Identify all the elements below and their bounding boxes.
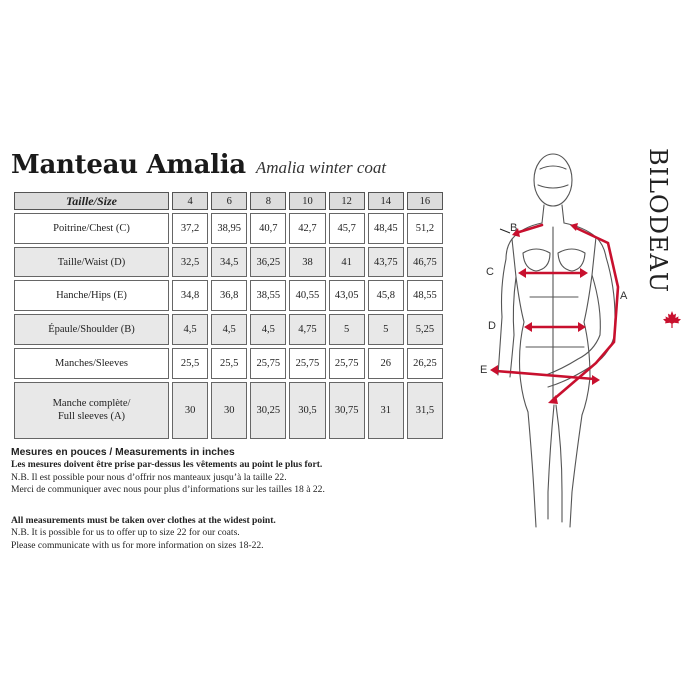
row-label bbox=[14, 382, 169, 439]
table-cell: 48,45 bbox=[368, 213, 404, 244]
table-cell: 48,55 bbox=[407, 280, 443, 311]
label-d: D bbox=[488, 320, 496, 332]
table-cell: 4,5 bbox=[250, 314, 286, 345]
row-label: Taille/Waist (D) bbox=[14, 247, 169, 278]
table-cell: 45,8 bbox=[368, 280, 404, 311]
page-title bbox=[11, 150, 386, 180]
row-label: Hanche/Hips (E) bbox=[14, 280, 169, 311]
note-fr-line: N.B. Il est possible pour nous d’offrir nos manteaux jusqu’à la taille 22. bbox=[11, 471, 287, 483]
table-cell: 36,25 bbox=[250, 247, 286, 278]
table-cell: 30 bbox=[211, 382, 247, 439]
header-size-label: Taille/Size bbox=[14, 192, 169, 210]
label-c: C bbox=[486, 266, 494, 278]
table-cell: 5 bbox=[368, 314, 404, 345]
note-fr-line: Merci de communiquer avec nous pour plus d’informations sur les tailles 18 à 22. bbox=[11, 483, 325, 495]
table-row-sleeves bbox=[14, 348, 443, 379]
table-cell: 26 bbox=[368, 348, 404, 379]
table-row-hips bbox=[14, 280, 443, 311]
table-row-chest bbox=[14, 213, 443, 244]
table-cell: 41 bbox=[329, 247, 365, 278]
table-cell: 42,7 bbox=[289, 213, 325, 244]
table-cell: 38 bbox=[289, 247, 325, 278]
header-size: 12 bbox=[329, 192, 365, 210]
table-cell: 26,25 bbox=[407, 348, 443, 379]
table-cell: 25,5 bbox=[211, 348, 247, 379]
table-cell: 5,25 bbox=[407, 314, 443, 345]
head-outline bbox=[534, 154, 572, 206]
table-cell: 25,75 bbox=[250, 348, 286, 379]
measurements-heading: Mesures en pouces / Measurements in inches bbox=[11, 447, 235, 458]
table-row-waist bbox=[14, 247, 443, 278]
header-size: 8 bbox=[250, 192, 286, 210]
shoulder-arrow bbox=[516, 225, 542, 233]
table-cell: 40,55 bbox=[289, 280, 325, 311]
table-cell: 30,25 bbox=[250, 382, 286, 439]
table-cell: 31,5 bbox=[407, 382, 443, 439]
size-chart-table bbox=[11, 189, 446, 442]
row-label-line: Full sleeves (A) bbox=[57, 411, 126, 423]
table-row-full-sleeves bbox=[14, 382, 443, 439]
table-header-row bbox=[14, 192, 443, 210]
note-en-bold: All measurements must be taken over clothes at the widest point. bbox=[11, 515, 276, 526]
notes-english bbox=[11, 515, 276, 552]
table-cell: 25,75 bbox=[289, 348, 325, 379]
brand-name: BILODEAU bbox=[644, 148, 672, 294]
table-cell: 51,2 bbox=[407, 213, 443, 244]
header-size: 4 bbox=[172, 192, 208, 210]
title-subtitle: Amalia winter coat bbox=[255, 158, 387, 177]
table-cell: 34,5 bbox=[211, 247, 247, 278]
maple-leaf-icon bbox=[662, 311, 682, 329]
table-cell: 46,75 bbox=[407, 247, 443, 278]
table-cell: 5 bbox=[329, 314, 365, 345]
row-label: Épaule/Shoulder (B) bbox=[14, 314, 169, 345]
row-label: Poitrine/Chest (C) bbox=[14, 213, 169, 244]
header-size: 16 bbox=[407, 192, 443, 210]
table-cell: 30,5 bbox=[289, 382, 325, 439]
table-cell: 31 bbox=[368, 382, 404, 439]
table-cell: 25,75 bbox=[329, 348, 365, 379]
table-cell: 30,75 bbox=[329, 382, 365, 439]
label-a: A bbox=[620, 290, 628, 302]
notes-french bbox=[11, 447, 325, 496]
table-cell: 4,5 bbox=[211, 314, 247, 345]
table-cell: 4,5 bbox=[172, 314, 208, 345]
header-size: 6 bbox=[211, 192, 247, 210]
table-cell: 34,8 bbox=[172, 280, 208, 311]
table-cell: 43,75 bbox=[368, 247, 404, 278]
table-row-shoulder bbox=[14, 314, 443, 345]
row-label: Manches/Sleeves bbox=[14, 348, 169, 379]
label-e: E bbox=[480, 364, 488, 376]
table-cell: 32,5 bbox=[172, 247, 208, 278]
table-cell: 4,75 bbox=[289, 314, 325, 345]
note-fr-bold: Les mesures doivent être prise par-dessus les vêtements au point le plus fort. bbox=[11, 459, 323, 471]
brand-logo bbox=[644, 148, 692, 328]
table-cell: 37,2 bbox=[172, 213, 208, 244]
table-cell: 38,95 bbox=[211, 213, 247, 244]
table-cell: 43,05 bbox=[329, 280, 365, 311]
table-cell: 30 bbox=[172, 382, 208, 439]
table-cell: 40,7 bbox=[250, 213, 286, 244]
header-size: 14 bbox=[368, 192, 404, 210]
header-size: 10 bbox=[289, 192, 325, 210]
table-cell: 38,55 bbox=[250, 280, 286, 311]
note-en-line: Please communicate with us for more information on sizes 18-22. bbox=[11, 539, 264, 551]
note-en-line: N.B. It is possible for us to offer up to size 22 for our coats. bbox=[11, 527, 240, 539]
row-label-line: Manche complète/ bbox=[52, 398, 131, 410]
table-cell: 25,5 bbox=[172, 348, 208, 379]
label-b: B bbox=[510, 222, 518, 234]
mannequin-figure bbox=[478, 147, 648, 547]
table-cell: 36,8 bbox=[211, 280, 247, 311]
table-cell: 45,7 bbox=[329, 213, 365, 244]
title-main: Manteau Amalia bbox=[11, 150, 246, 180]
